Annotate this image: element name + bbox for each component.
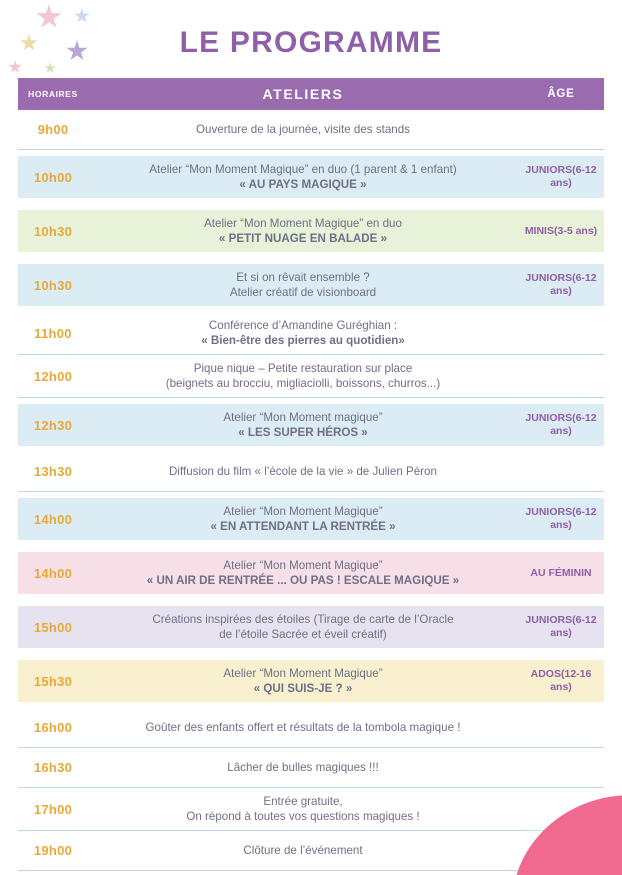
row-description-line2: de l’étoile Sacrée et éveil créatif) xyxy=(219,628,387,641)
row-description xyxy=(88,264,518,306)
row-time: 9h00 xyxy=(37,122,69,137)
header-age-label: ÂGE xyxy=(547,88,575,100)
row-time: 13h30 xyxy=(33,464,73,479)
table-row xyxy=(18,606,604,648)
row-description-line2: « LES SUPER HÉROS » xyxy=(238,426,368,439)
row-description-line1: Pique nique – Petite restauration sur place xyxy=(193,362,413,375)
row-description xyxy=(88,788,518,830)
row-age xyxy=(518,126,604,134)
row-time: 10h30 xyxy=(33,277,73,293)
row-age xyxy=(518,468,604,476)
row-description-line1: Créations inspirées des étoiles (Tirage de carte de l’Oracle xyxy=(152,613,454,626)
row-description-line1: Atelier “Mon Moment Magique” xyxy=(223,559,383,572)
row-age xyxy=(518,221,604,242)
row-time: 14h00 xyxy=(33,511,73,527)
row-age-range: (6-12 ans) xyxy=(550,506,597,531)
row-time: 15h30 xyxy=(33,673,73,689)
row-age-range: (6-12 ans) xyxy=(550,272,597,297)
row-age xyxy=(518,160,604,194)
table-row xyxy=(18,748,604,788)
row-age xyxy=(518,268,604,302)
row-description-line1: Atelier “Mon Moment magique” xyxy=(223,411,383,424)
table-body xyxy=(18,110,604,871)
table-row xyxy=(18,404,604,446)
row-description-line1: Clôture de l’événement xyxy=(243,844,363,857)
row-age-range: (6-12 ans) xyxy=(550,412,597,437)
row-description-line1: Atelier “Mon Moment Magique” en duo xyxy=(204,217,402,230)
row-age xyxy=(518,563,604,584)
row-age xyxy=(518,610,604,644)
row-time: 16h30 xyxy=(33,760,73,775)
star-icon xyxy=(44,62,56,74)
table-row xyxy=(18,660,604,702)
row-age xyxy=(518,372,604,380)
row-time: 14h00 xyxy=(33,565,73,581)
row-age xyxy=(518,329,604,337)
row-age xyxy=(518,664,604,698)
row-description-line1: Ouverture de la journée, visite des stands xyxy=(196,123,410,136)
row-age-group: JUNIORS xyxy=(525,506,573,518)
row-description xyxy=(88,552,518,594)
row-age-group: MINIS xyxy=(524,224,554,237)
table-row xyxy=(18,708,604,748)
table-row xyxy=(18,452,604,492)
star-icon xyxy=(8,60,22,74)
row-age-group: JUNIORS xyxy=(525,272,573,284)
row-age xyxy=(518,502,604,536)
row-time: 10h00 xyxy=(33,169,73,185)
programme-table xyxy=(18,78,604,871)
row-time: 12h30 xyxy=(33,417,73,433)
row-age-group: ADOS xyxy=(530,668,561,680)
row-description-line2: « UN AIR DE RENTRÉE ... OU PAS ! ESCALE MAGIQUE » xyxy=(146,574,460,587)
row-description-line2: (beignets au brocciu, migliaciolli, boissons, churros...) xyxy=(165,377,441,390)
table-row xyxy=(18,552,604,594)
page-title: LE PROGRAMME xyxy=(179,26,443,59)
row-description-line2: Atelier créatif de visionboard xyxy=(229,286,377,299)
table-row xyxy=(18,110,604,150)
row-description xyxy=(88,116,518,143)
row-description xyxy=(88,606,518,648)
row-description-line1: Et si on rêvait ensemble ? xyxy=(236,271,370,284)
row-age-range: (6-12 ans) xyxy=(550,614,597,639)
row-description-line1: Atelier “Mon Moment Magique” xyxy=(223,667,383,680)
row-description-line2: « AU PAYS MAGIQUE » xyxy=(239,178,367,191)
row-description-line1: Diffusion du film « l’école de la vie » de Julien Péron xyxy=(169,465,437,478)
row-time: 12h00 xyxy=(33,368,73,384)
row-age-range: (12-16 ans) xyxy=(550,668,592,693)
table-row xyxy=(18,156,604,198)
row-description xyxy=(88,404,518,446)
row-description-line1: Lâcher de bulles magiques !!! xyxy=(227,761,379,774)
row-description-line1: Entrée gratuite, xyxy=(263,795,343,808)
row-description xyxy=(88,210,518,252)
row-description xyxy=(88,837,518,864)
row-description-line2: « Bien-être des pierres au quotidien» xyxy=(201,334,405,347)
row-description-line1: Goûter des enfants offert et résultats de la tombola magique ! xyxy=(145,721,461,734)
row-description-line2: « QUI SUIS-JE ? » xyxy=(253,682,353,695)
row-age xyxy=(518,408,604,442)
table-row xyxy=(18,355,604,398)
header-time-label: HORAIRES xyxy=(28,89,78,99)
row-age-range: (3-5 ans) xyxy=(553,224,598,237)
row-description-line2: On répond à toutes vos questions magiques ! xyxy=(186,810,420,823)
row-description-line2: « EN ATTENDANT LA RENTRÉE » xyxy=(210,520,396,533)
row-age xyxy=(518,724,604,732)
row-description xyxy=(88,156,518,198)
row-description-line1: Conférence d’Amandine Guréghian : xyxy=(208,319,398,332)
table-header-row xyxy=(18,78,604,110)
row-description xyxy=(88,458,518,485)
star-icon xyxy=(74,8,90,24)
row-time: 16h00 xyxy=(33,720,73,735)
row-age xyxy=(518,764,604,772)
table-row xyxy=(18,210,604,252)
row-time: 15h00 xyxy=(33,619,73,635)
row-description-line1: Atelier “Mon Moment Magique” xyxy=(223,505,383,518)
row-time: 19h00 xyxy=(33,843,73,858)
row-age-group: JUNIORS xyxy=(525,164,573,176)
row-description xyxy=(88,498,518,540)
row-description xyxy=(88,312,518,354)
row-age-group: JUNIORS xyxy=(525,614,573,626)
table-row xyxy=(18,264,604,306)
table-row xyxy=(18,498,604,540)
header-workshops-label: ATELIERS xyxy=(262,86,344,102)
table-row xyxy=(18,312,604,355)
row-time: 11h00 xyxy=(34,325,72,341)
row-age-group: JUNIORS xyxy=(525,412,573,424)
table-row xyxy=(18,831,604,871)
table-row xyxy=(18,788,604,831)
row-time: 17h00 xyxy=(33,801,73,817)
row-description-line2: « PETIT NUAGE EN BALADE » xyxy=(218,232,388,245)
row-description xyxy=(88,355,518,397)
row-description xyxy=(88,754,518,781)
row-age-group: AU FÉMININ xyxy=(530,566,592,579)
row-description xyxy=(88,660,518,702)
row-time: 10h30 xyxy=(33,223,73,239)
row-description-line1: Atelier “Mon Moment Magique” en duo (1 parent & 1 enfant) xyxy=(149,163,457,176)
row-description xyxy=(88,714,518,741)
row-age-range: (6-12 ans) xyxy=(550,164,597,189)
